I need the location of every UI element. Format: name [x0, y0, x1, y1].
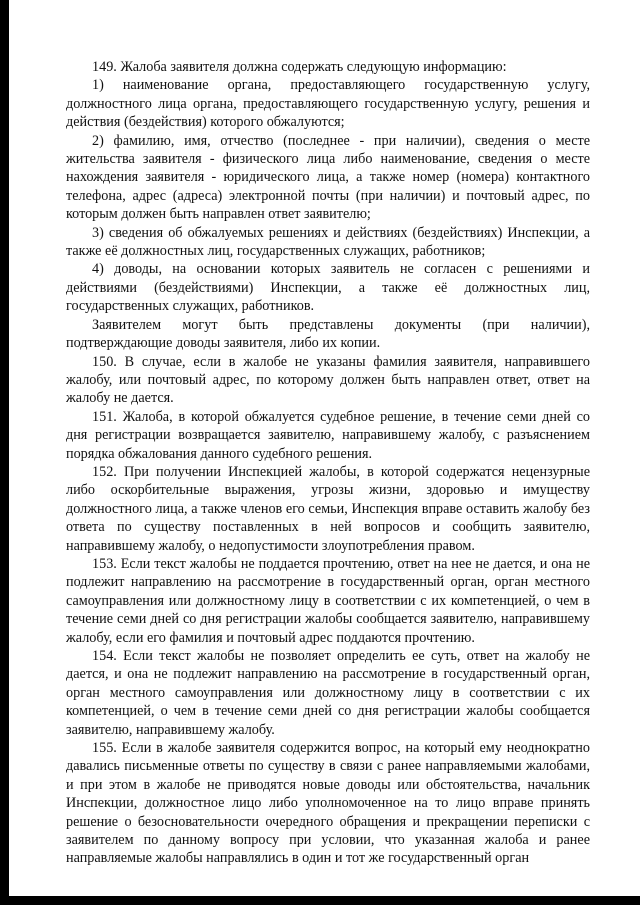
scan-bottom-edge	[0, 896, 640, 905]
paragraph-149-item-3: 3) сведения об обжалуемых решениях и действиях (бездействиях) Инспекции, а также её должностных лиц, государственных служащих, работников;	[66, 224, 590, 260]
paragraph-149-item-1: 1) наименование органа, предоставляющего государственную услугу, должностного лица органа, предоставляющего государственную услугу, решения и действия (бездействия) которого обжалуются;	[66, 77, 590, 131]
paragraph-155: 155. Если в жалобе заявителя содержится вопрос, на который ему неоднократно давались письменные ответы по существу в связи с ранее направляемыми жалобами, и при этом в жалобе не приводятся новые доводы или обстоятельства, начальник Инспекции, должностное лицо либо уполномоченное на то лицо вправе принять решение о безосновательности очередного обращения и прекращении переписки с заявителем по данному вопросу при условии, что указанная жалоба и ранее направляемые жалобы направлялись в один и тот же государственный орган	[66, 740, 590, 867]
document-body	[66, 58, 590, 868]
paragraph-149-intro: 149. Жалоба заявителя должна содержать следующую информацию:	[92, 59, 507, 75]
paragraph-documents-note: Заявителем могут быть представлены документы (при наличии), подтверждающие доводы заявителя, либо их копии.	[66, 316, 590, 352]
paragraph-151: 151. Жалоба, в которой обжалуется судебное решение, в течение семи дней со дня регистрации возвращается заявителю, направившему жалобу, с разъяснением порядка обжалования данного судебного решения.	[66, 408, 590, 462]
paragraph-149-item-2: 2) фамилию, имя, отчество (последнее - при наличии), сведения о месте жительства заявителя - физического лица либо наименование, сведения о месте нахождения заявителя - юридического лица, а также номер (номера) контактного телефона, адрес (адреса) электронной почты (при наличии) и почтовый адрес, по которым должен быть направлен ответ заявителю;	[66, 132, 590, 223]
paragraph-149-item-4: 4) доводы, на основании которых заявитель не согласен с решениями и действиями (бездействиями) Инспекции, а также её должностных лиц, государственных служащих, работников.	[66, 261, 590, 315]
paragraph-150: 150. В случае, если в жалобе не указаны фамилия заявителя, направившего жалобу, или почтовый адрес, по которому должен быть направлен ответ, ответ на жалобу не дается.	[66, 353, 590, 407]
scan-left-edge	[0, 0, 9, 905]
paragraph-154: 154. Если текст жалобы не позволяет определить ее суть, ответ на жалобу не дается, и она не подлежит направлению на рассмотрение в государственный орган, орган местного самоуправления или должностному лицу в соответствии с их компетенцией, о чем в течение семи дней со дня регистрации жалобы сообщается заявителю, направившему жалобу.	[66, 648, 590, 738]
paragraph-152: 152. При получении Инспекцией жалобы, в которой содержатся нецензурные либо оскорбительные выражения, угрозы жизни, здоровью и имуществу должностного лица, а также членов его семьи, Инспекция вправе оставить жалобу без ответа по существу поставленных в ней вопросов и сообщить заявителю, направившему жалобу, о недопустимости злоупотребления правом.	[66, 463, 590, 554]
paragraph-153: 153. Если текст жалобы не поддается прочтению, ответ на нее не дается, и она не подлежит направлению на рассмотрение в государственный орган, орган местного самоуправления или должностному лицу в соответствии с их компетенцией, о чем в течение семи дней со дня регистрации жалобы сообщается заявителю, направившему жалобу, если его фамилия и почтовый адрес поддаются прочтению.	[66, 555, 590, 646]
